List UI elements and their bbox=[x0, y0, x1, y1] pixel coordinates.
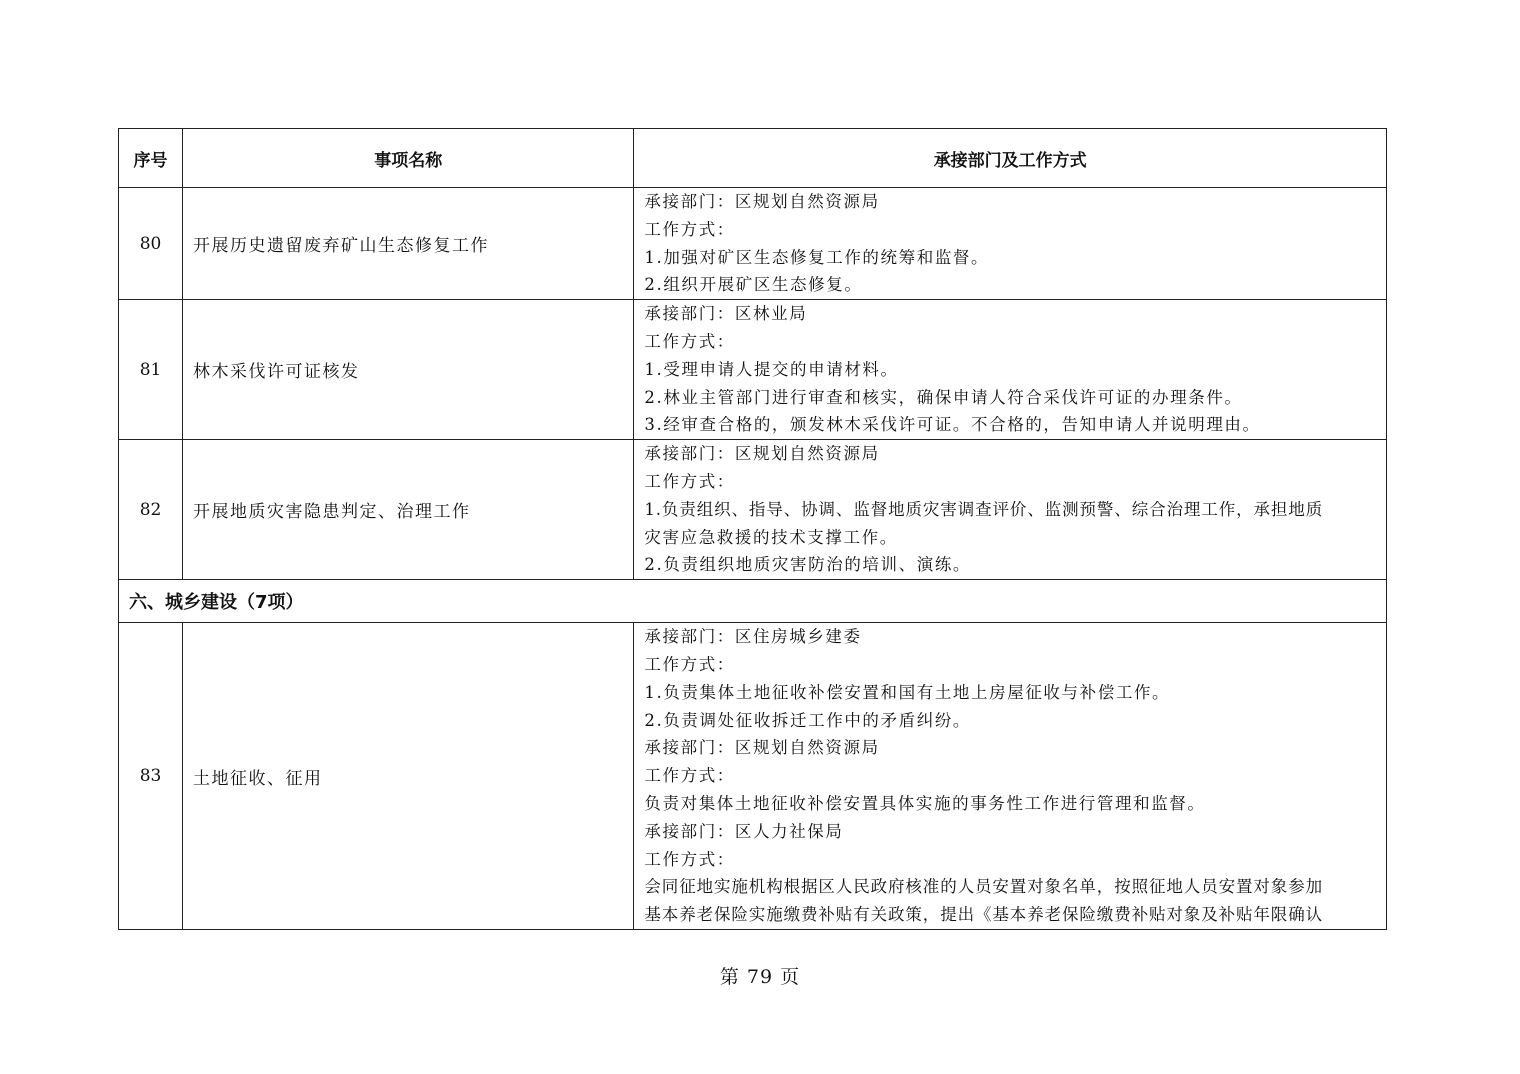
items-table bbox=[118, 128, 1387, 930]
text-line: 1.负责组织、指导、协调、监督地质灾害调查评价、监测预警、综合治理工作，承担地质 bbox=[644, 499, 1324, 519]
row-item-name: 开展地质灾害隐患判定、治理工作 bbox=[183, 440, 634, 580]
row-department-method bbox=[634, 440, 1387, 580]
text-line: 2.组织开展矿区生态修复。 bbox=[644, 275, 863, 295]
text-line: 承接部门：区住房城乡建委 bbox=[644, 627, 862, 647]
row-department-method bbox=[634, 188, 1387, 300]
text-line: 基本养老保险实施缴费补贴有关政策，提出《基本养老保险缴费补贴对象及补贴年限确认 bbox=[644, 905, 1323, 925]
section-row bbox=[119, 580, 1387, 623]
text-line: 承接部门：区人力社保局 bbox=[644, 821, 844, 841]
text-line: 1.受理申请人提交的申请材料。 bbox=[644, 359, 899, 379]
text-line: 2.林业主管部门进行审查和核实，确保申请人符合采伐许可证的办理条件。 bbox=[644, 387, 1243, 407]
text-line: 承接部门：区规划自然资源局 bbox=[644, 738, 880, 758]
page-number: 第 79 页 bbox=[719, 966, 801, 988]
text-line: 承接部门：区林业局 bbox=[644, 304, 808, 324]
text-line: 3.经审查合格的，颁发林木采伐许可证。不合格的，告知申请人并说明理由。 bbox=[644, 415, 1261, 435]
text-line: 2.负责组织地质灾害防治的培训、演练。 bbox=[644, 555, 972, 575]
text-line: 工作方式： bbox=[644, 219, 735, 239]
text-line: 2.负责调处征收拆迁工作中的矛盾纠纷。 bbox=[644, 710, 972, 730]
text-line: 工作方式： bbox=[644, 766, 735, 786]
text-line: 工作方式： bbox=[644, 471, 735, 491]
row-department-method bbox=[634, 623, 1387, 930]
table-row bbox=[119, 440, 1387, 580]
row-item-name: 土地征收、征用 bbox=[183, 623, 634, 930]
text-line: 承接部门：区规划自然资源局 bbox=[644, 192, 880, 211]
text-line: 1.加强对矿区生态修复工作的统筹和监督。 bbox=[644, 247, 990, 267]
row-serial-number: 81 bbox=[119, 300, 183, 440]
text-line: 会同征地实施机构根据区人民政府核准的人员安置对象名单，按照征地人员安置对象参加 bbox=[644, 877, 1323, 897]
row-serial-number: 83 bbox=[119, 623, 183, 930]
text-line: 承接部门：区规划自然资源局 bbox=[644, 444, 880, 464]
header-item-name: 事项名称 bbox=[183, 129, 634, 188]
table-header-row bbox=[119, 129, 1387, 188]
table-row bbox=[119, 188, 1387, 300]
text-line: 负责对集体土地征收补偿安置具体实施的事务性工作进行管理和监督。 bbox=[644, 793, 1206, 813]
row-item-name: 开展历史遗留废弃矿山生态修复工作 bbox=[183, 188, 634, 300]
text-line: 工作方式： bbox=[644, 654, 735, 674]
row-department-method bbox=[634, 300, 1387, 440]
row-item-name: 林木采伐许可证核发 bbox=[183, 300, 634, 440]
row-serial-number: 82 bbox=[119, 440, 183, 580]
text-line: 工作方式： bbox=[644, 331, 735, 351]
section-heading: 六、城乡建设（7项） bbox=[119, 580, 1387, 623]
table-row bbox=[119, 300, 1387, 440]
table-row bbox=[119, 623, 1387, 930]
header-department-and-method: 承接部门及工作方式 bbox=[634, 129, 1387, 188]
row-serial-number: 80 bbox=[119, 188, 183, 300]
text-line: 1.负责集体土地征收补偿安置和国有土地上房屋征收与补偿工作。 bbox=[644, 682, 1171, 702]
header-serial-number: 序号 bbox=[119, 129, 183, 188]
text-line: 灾害应急救援的技术支撑工作。 bbox=[644, 527, 898, 547]
text-line: 工作方式： bbox=[644, 849, 735, 869]
